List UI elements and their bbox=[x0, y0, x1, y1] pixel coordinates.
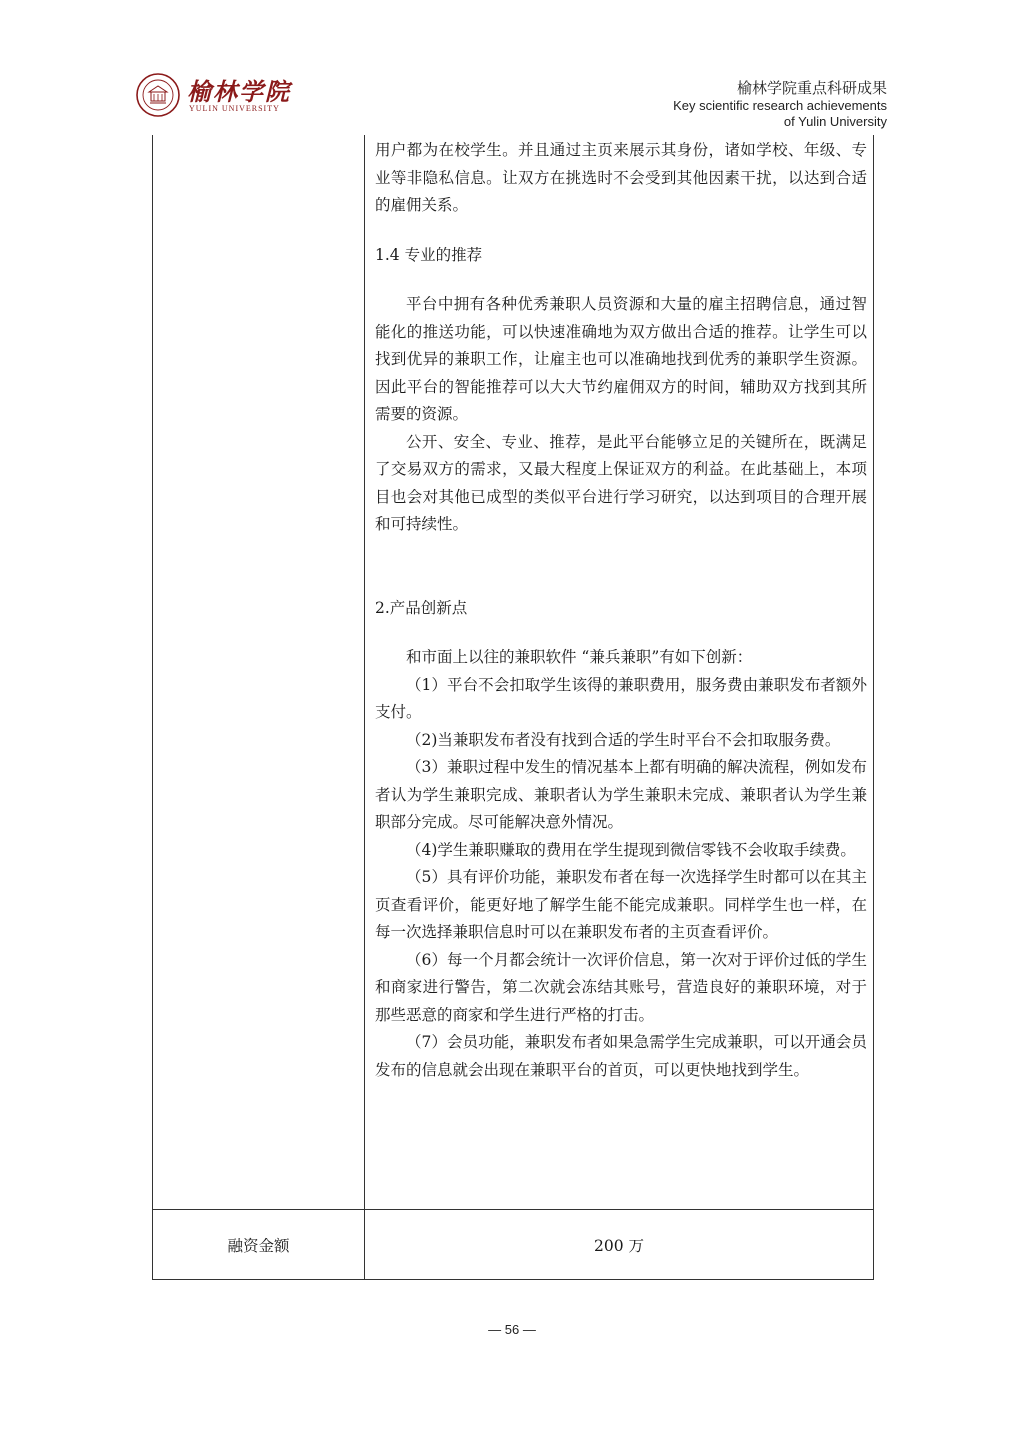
table-column-divider bbox=[364, 135, 365, 1279]
summary-paragraph: 公开、安全、专业、推荐，是此平台能够立足的关键所在，既满足了交易双方的需求，又最大程度上保证双方的利益。在此基础上，本项目也会对其他已成型的类似平台进行学习研究，以达到项目的合理开展和可持续性。 bbox=[375, 432, 867, 533]
header-title-cn: 榆林学院重点科研成果 bbox=[736, 79, 887, 97]
funding-label-cell bbox=[153, 1210, 364, 1279]
page-header bbox=[0, 0, 1024, 135]
logo-english-text: YULIN UNIVERSITY bbox=[189, 104, 280, 113]
university-logo bbox=[135, 70, 291, 120]
logo-chinese-text: 榆林学院 bbox=[187, 77, 291, 106]
innovation-item-6: （6）每一个月都会统计一次评价信息，第一次对于评价过低的学生和商家进行警告，第二次就会冻结其账号，营造良好的兼职环境，对于那些恶意的商家和学生进行严格的打击。 bbox=[375, 950, 867, 1024]
page-number: — 56 — bbox=[488, 1322, 536, 1337]
funding-value: 200 万 bbox=[593, 1236, 644, 1255]
intro-paragraph: 用户都为在校学生。并且通过主页来展示其身份，诸如学校、年级、专业等非隐私信息。让双方在挑选时不会受到其他因素干扰，以达到合适的雇佣关系。 bbox=[375, 141, 867, 214]
innovation-item-3: （3）兼职过程中发生的情况基本上都有明确的解决流程，例如发布者认为学生兼职完成、兼职者认为学生兼职未完成、兼职者认为学生兼职部分完成。尽可能解决意外情况。 bbox=[375, 758, 867, 831]
funding-label: 融资金额 bbox=[227, 1236, 290, 1255]
section-heading-1-4: 1.4 专业的推荐 bbox=[375, 245, 483, 264]
university-seal-icon bbox=[135, 72, 181, 118]
content-table bbox=[152, 135, 874, 1280]
content-cell bbox=[375, 137, 867, 1084]
innovation-item-2: （2)当兼职发布者没有找到合适的学生时平台不会扣取服务费。 bbox=[406, 730, 841, 749]
header-title-en-line1: Key scientific research achievements bbox=[673, 98, 887, 113]
header-title-en-line2: of Yulin University bbox=[783, 114, 887, 129]
innovation-item-7: （7）会员功能，兼职发布者如果急需学生完成兼职，可以开通会员发布的信息就会出现在兼职平台的首页，可以更快地找到学生。 bbox=[375, 1033, 867, 1079]
innovation-item-5: （5）具有评价功能，兼职发布者在每一次选择学生时都可以在其主页查看评价，能更好地了解学生能不能完成兼职。同样学生也一样，在每一次选择兼职信息时可以在兼职发布者的主页查看评价。 bbox=[375, 868, 867, 941]
innovation-intro: 和市面上以往的兼职软件 “兼兵兼职”有如下创新： bbox=[406, 648, 753, 666]
innovation-item-4: （4)学生兼职赚取的费用在学生提现到微信零钱不会收取手续费。 bbox=[406, 840, 856, 859]
header-title-block bbox=[673, 78, 887, 130]
recommend-paragraph: 平台中拥有各种优秀兼职人员资源和大量的雇主招聘信息，通过智能化的推送功能，可以快速准确地为双方做出合适的推荐。让学生可以找到优异的兼职工作，让雇主也可以准确地找到优秀的兼职学生资源。因此平台的智能推荐可以大大节约雇佣双方的时间，辅助双方找到其所需要的资源。 bbox=[375, 295, 867, 423]
funding-value-cell bbox=[365, 1210, 873, 1279]
section-heading-2: 2.产品创新点 bbox=[375, 598, 468, 617]
innovation-item-1: （1）平台不会扣取学生该得的兼职费用，服务费由兼职发布者额外支付。 bbox=[375, 675, 867, 721]
